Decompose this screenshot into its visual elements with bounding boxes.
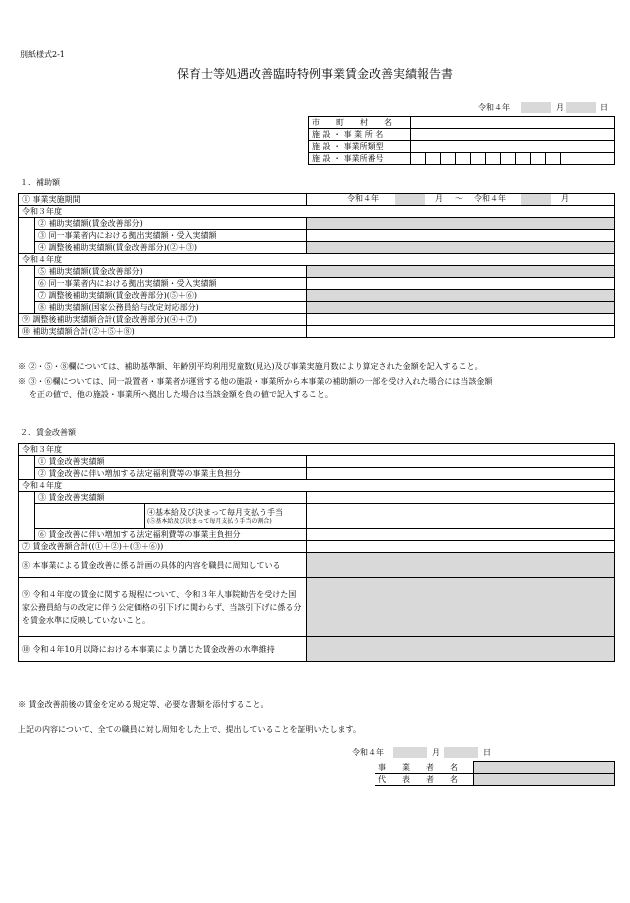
s1-row-10: ⑩ 補助実績額合計(②＋⑤＋⑧) (19, 326, 307, 338)
s2-row-7-value[interactable] (307, 541, 615, 553)
s2-row-10-value[interactable] (307, 637, 615, 662)
s1-row-7-value[interactable] (307, 290, 615, 302)
s1-row-2-value[interactable] (307, 218, 615, 230)
s2-row-2-value[interactable] (307, 468, 615, 480)
operator-name-label: 事 業 者 名 (375, 762, 473, 774)
s1-row-3-value[interactable] (307, 230, 615, 242)
form-id: 別紙様式2-1 (20, 50, 65, 59)
s2-row-1-value[interactable] (307, 456, 615, 468)
s2-row-8: ⑧ 本事業による賃金改善に係る計画の具体的内容を職員に周知している (19, 553, 307, 578)
period-start-month-input[interactable] (395, 194, 425, 205)
s1-row-4: ④ 調整後補助実績額(賃金改善部分)(②＋③) (35, 242, 307, 254)
period-label: ① 事業実施期間 (19, 194, 307, 206)
section2-heading: ２．賃金改善額 (20, 428, 76, 437)
footer-month-label: 月 (432, 748, 440, 757)
s1-row-9-value[interactable] (307, 314, 615, 326)
header-fields-table (308, 116, 615, 165)
facility-name-input[interactable] (411, 129, 615, 141)
s2-row-9: ⑨ 令和４年度の賃金に関する規程について、令和３年人事院勧告を受けた国家公務員給与の改定に伴う公定価格の引下げに関わらず、当該引下げに係る分を賃金水準に反映していないこと。 (19, 578, 307, 637)
s2-row-10: ⑩ 令和４年10月以降における本事業により講じた賃金改善の水準維持 (19, 637, 307, 662)
attachment-note: ※ 賃金改善前後の賃金を定める規定等、必要な書類を添付すること。 (18, 700, 269, 709)
period-value: 令和４年 月 ～ 令和４年 月 (307, 194, 615, 206)
facility-type-input[interactable] (411, 141, 615, 153)
s1-note-2: ※ ③・⑥欄については、同一設置者・事業者が運営する他の施設・事業所から本事業の補助額の一部を受け入れた場合には当該金額 (18, 377, 493, 386)
s2-row-7: ⑦ 賃金改善額合計((①＋②)＋(③＋⑥)) (19, 541, 307, 553)
s2-row-1: ① 賃金改善実績額 (35, 456, 307, 468)
s1-row-5: ⑤ 補助実績額(賃金改善部分) (35, 266, 307, 278)
footer-month-input[interactable] (393, 747, 427, 758)
date-month-label: 月 (556, 103, 564, 112)
s1-row-8-value[interactable] (307, 302, 615, 314)
section1-heading: １．補助額 (20, 178, 60, 187)
footer-era: 令和４年 (352, 748, 384, 757)
wage-table (18, 443, 615, 662)
s1-row-9: ⑨ 調整後補助実績額合計(賃金改善部分)(④＋⑦) (19, 314, 307, 326)
operator-name-input[interactable] (473, 762, 615, 774)
s2-row-9-value[interactable] (307, 578, 615, 637)
s1-row-6: ⑥ 同一事業者内における拠出実績額・受入実績額 (35, 278, 307, 290)
period-end-month-input[interactable] (521, 194, 551, 205)
s1-note-3: を正の値で、他の施設・事業所へ拠出した場合は当該金額を負の値で記入すること。 (29, 390, 333, 399)
facility-name-label: 施 設 ・ 事 業 所 名 (309, 129, 411, 141)
s2-row-6: ⑥ 賃金改善に伴い増加する法定福利費等の事業主負担分 (35, 529, 307, 541)
municipality-input[interactable] (411, 117, 615, 129)
s1-row-7: ⑦ 調整後補助実績額(賃金改善部分)(⑤＋⑥) (35, 290, 307, 302)
date-era: 令和４年 (478, 103, 510, 112)
signature-table (375, 761, 615, 786)
municipality-label: 市 町 村 名 (309, 117, 411, 129)
r3-label: 令和３年度 (19, 206, 615, 218)
s1-row-10-value[interactable] (307, 326, 615, 338)
s1-row-3: ③ 同一事業者内における拠出実績額・受入実績額 (35, 230, 307, 242)
s1-row-5-value[interactable] (307, 266, 615, 278)
s2-r4-label: 令和４年度 (19, 480, 615, 492)
footer-day-input[interactable] (444, 747, 478, 758)
s2-row-4-value[interactable] (307, 504, 615, 529)
s1-row-6-value[interactable] (307, 278, 615, 290)
facility-type-label: 施 設 ・ 事業所類型 (309, 141, 411, 153)
s2-row-3-value[interactable] (307, 492, 615, 504)
facility-number-input[interactable] (411, 153, 615, 165)
s2-row-6-value[interactable] (307, 529, 615, 541)
s2-row-2: ② 賃金改善に伴い増加する法定福利費等の事業主負担分 (35, 468, 307, 480)
certification-text: 上記の内容について、全ての職員に対し周知をした上で、提出していることを証明いたします。 (18, 725, 361, 734)
date-day-label: 日 (600, 103, 608, 112)
facility-number-label: 施 設 ・ 事業所番号 (309, 153, 411, 165)
page-title: 保育士等処遇改善臨時特例事業賃金改善実績報告書 (176, 67, 453, 81)
s2-row-8-value[interactable] (307, 553, 615, 578)
date-day-input[interactable] (566, 102, 596, 113)
s2-row-4-label: ④基本給及び決まって毎月支払う手当 (⑤基本給及び決まって毎月支払う手当の割合) (145, 504, 307, 529)
s2-row-3: ③ 賃金改善実績額 (35, 492, 307, 504)
s2-r3-label: 令和３年度 (19, 444, 615, 456)
s1-row-4-value[interactable] (307, 242, 615, 254)
representative-name-input[interactable] (473, 773, 615, 785)
subsidy-table (18, 193, 615, 338)
s1-row-8: ⑧ 補助実績額(国家公務員給与改定対応部分) (35, 302, 307, 314)
date-month-input[interactable] (521, 102, 551, 113)
s1-row-2: ② 補助実績額(賃金改善部分) (35, 218, 307, 230)
s1-note-1: ※ ②・⑤・⑧欄については、補助基準額、年齢別平均利用児童数(見込)及び事業実施月数により算定された金額を記入すること。 (18, 362, 483, 371)
representative-name-label: 代 表 者 名 (375, 773, 473, 785)
r4-label: 令和４年度 (19, 254, 615, 266)
footer-day-label: 日 (483, 748, 491, 757)
